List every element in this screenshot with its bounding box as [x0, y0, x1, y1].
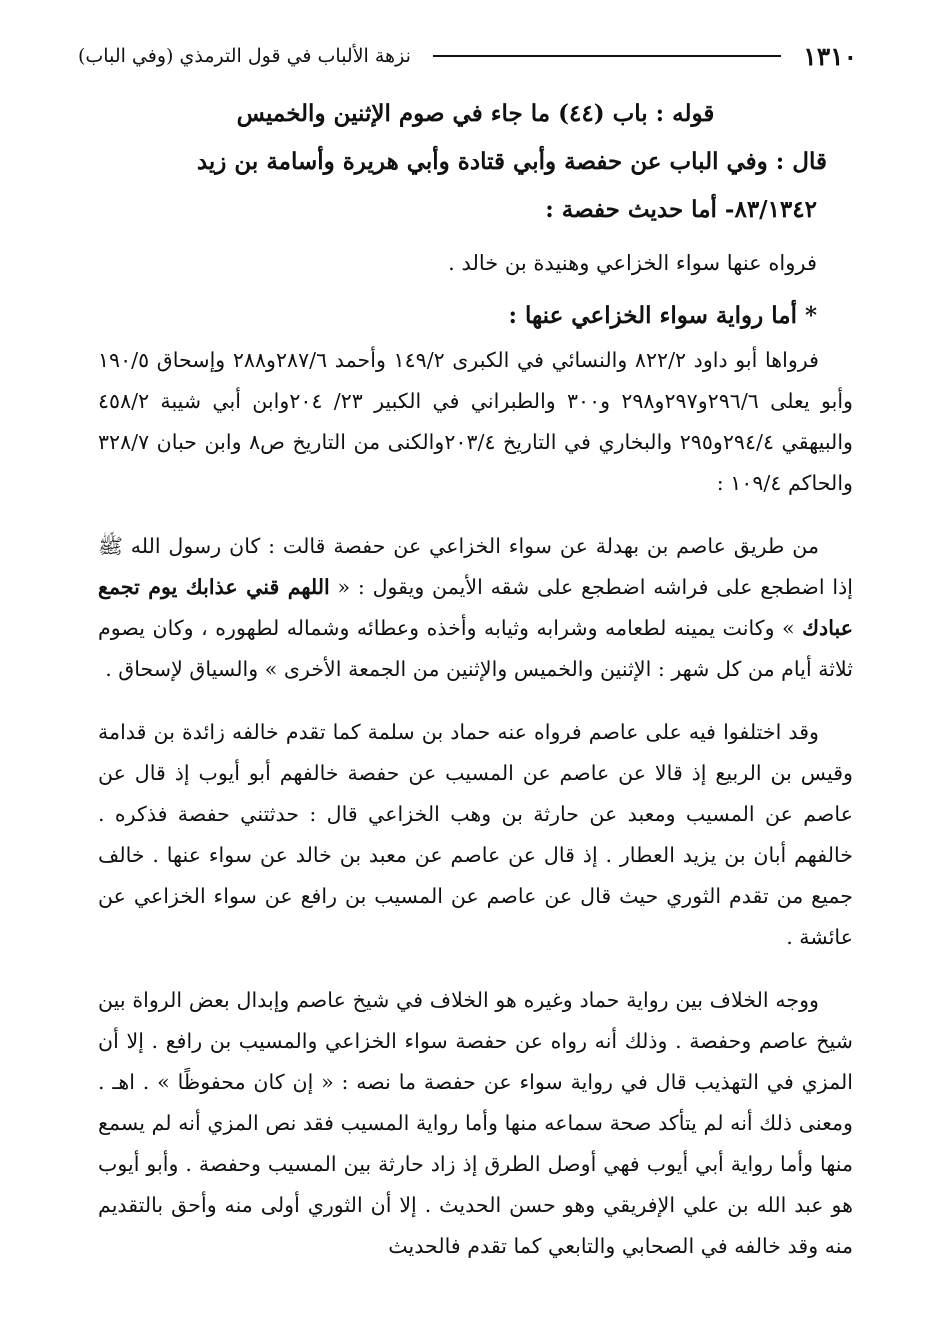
matn-paragraph: [98, 526, 853, 690]
paragraph-gap: [98, 958, 853, 980]
page-number: ١٣١٠: [803, 41, 857, 71]
running-title: نزهة الألباب في قول الترمذي (وفي الباب): [78, 45, 411, 67]
tirmidhi-statement: قال : وفي الباب عن حفصة وأبي قتادة وأبي هريرة وأسامة بن زيد: [196, 148, 827, 175]
chapter-heading: قوله : باب (٤٤) ما جاء في صوم الإثنين والخميس: [236, 100, 715, 127]
takhrij-paragraph: فرواها أبو داود ٨٢٢/٢ والنسائي في الكبرى ١٤٩/٢ وأحمد ٢٨٧/٦و٢٨٨ وإسحاق ١٩٠/٥ وأبو يعلى ٢٩٦/٦و٢٩٧و٢٩٨ و٣٠٠ والطبراني في الكبير ٢٣/ ٢٠٤وابن أبي شيبة ٤٥٨/٢ والبيهقي ٢٩٤/٤و٢٩٥ والبخاري في التاريخ ٢٠٣/٤والكنى من التاريخ ص٨ وابن حبان ٣٢٨/٧ والحاكم ١٠٩/٤ :: [98, 348, 853, 495]
paragraph-gap: [98, 504, 853, 526]
matn-intro: من طريق عاصم بن بهدلة عن سواء الخزاعي عن حفصة قالت : كان رسول الله ﷺ إذا اضطجع على فراشه اضطجع على شقه الأيمن ويقول : «: [98, 534, 854, 599]
riwaya-heading: * أما رواية سواء الخزاعي عنها :: [508, 302, 817, 329]
hadith-heading: ٨٣/١٣٤٢- أما حديث حفصة :: [545, 196, 817, 223]
dua-text: اللهم قني عذابك يوم تجمع عبادك: [98, 575, 853, 640]
header-rule: [433, 55, 781, 57]
narrators-line: فرواه عنها سواء الخزاعي وهنيدة بن خالد .: [448, 251, 817, 275]
paragraph-gap: [98, 690, 853, 712]
page-body: [98, 90, 853, 1267]
wajh-paragraph: ووجه الخلاف بين رواية حماد وغيره هو الخلاف في شيخ عاصم وإبدال بعض الرواة بين شيخ عاصم وحفصة . وذلك أنه رواه عن حفصة سواء الخزاعي والمسيب بن رافع . إلا أن المزي في التهذيب قال في رواية سواء عن حفصة ما نصه : « إن كان محفوظًا » . اهـ . ومعنى ذلك أنه لم يتأكد صحة سماعه منها وأما رواية المسيب فقد نص المزي أنه لم يسمع منها وأما رواية أبي أيوب فهي أوصل الطرق إذ زاد حارثة بين المسيب وحفصة . وأبو أيوب هو عبد الله بن علي الإفريقي وهو حسن الحديث . إلا أن الثوري أولى منه وأحق بالتقديم منه وقد خالفه في الصحابي والتابعي كما تقدم فالحديث: [98, 988, 853, 1258]
matn-rest: » وكانت يمينه لطعامه وشرابه وثيابه وأخذه وعطائه وشماله لطهوره ، وكان يصوم ثلاثة أيام من كل شهر : الإثنين والخميس والإثنين من الجمعة الأخرى » والسياق لإسحاق .: [98, 616, 853, 681]
running-header: [78, 36, 857, 76]
ikhtilaf-paragraph: وقد اختلفوا فيه على عاصم فرواه عنه حماد بن سلمة كما تقدم خالفه زائدة بن قدامة وقيس بن الربيع إذ قالا عن عاصم عن المسيب عن حفصة خالفهم أبو أيوب إذ قال عن عاصم عن المسيب ومعبد عن حارثة بن وهب الخزاعي قال : حدثتني حفصة فذكره . خالفهم أبان بن يزيد العطار . إذ قال عن عاصم عن معبد بن خالد عن سواء عنها . خالف جميع من تقدم الثوري حيث قال عن عاصم عن المسيب بن رافع عن سواء الخزاعي عن عائشة .: [98, 720, 853, 949]
